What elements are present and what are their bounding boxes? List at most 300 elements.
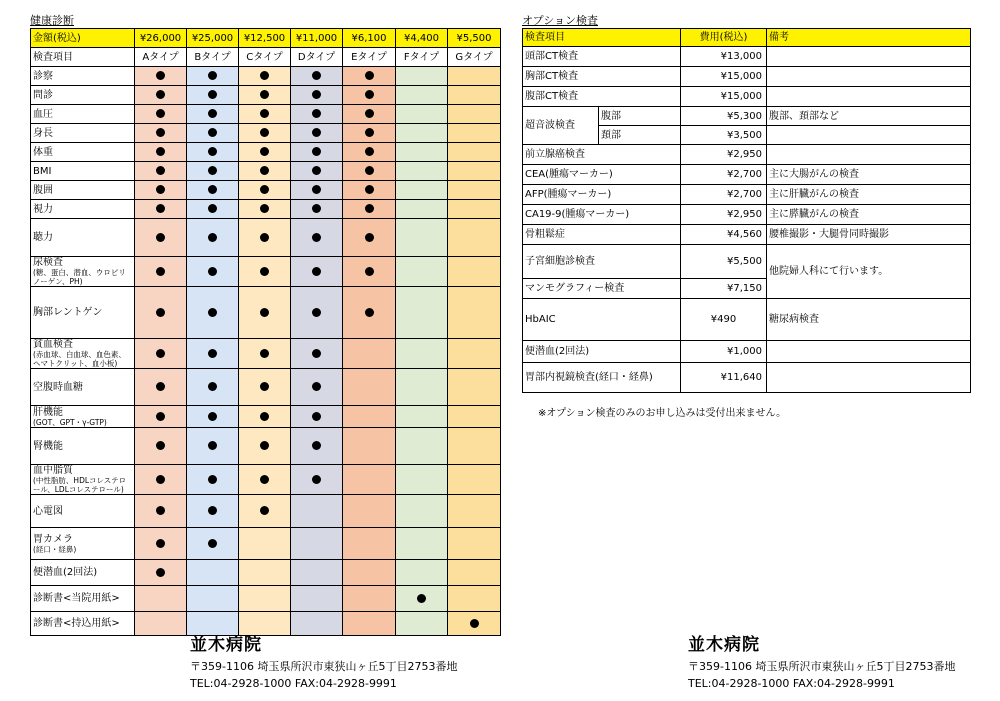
type-cell: [448, 124, 501, 143]
type-price: ¥5,500: [448, 29, 501, 48]
included-dot-icon: [312, 147, 321, 156]
included-dot-icon: [312, 475, 321, 484]
checkup-row: [31, 465, 501, 495]
type-cell: [291, 162, 343, 181]
included-dot-icon: [312, 204, 321, 213]
type-cell: [343, 428, 396, 465]
type-cell: [448, 257, 501, 287]
option-price: ¥5,300: [681, 107, 767, 126]
type-cell: [343, 105, 396, 124]
checkup-row: [31, 105, 501, 124]
type-price: ¥26,000: [135, 29, 187, 48]
included-dot-icon: [208, 147, 217, 156]
type-cell: [343, 528, 396, 560]
type-cell: [239, 143, 291, 162]
checkup-item-label: 肝機能: [33, 406, 63, 418]
option-note: 主に大腸がんの検査: [767, 165, 971, 185]
checkup-item-label: 診察: [33, 70, 53, 82]
type-cell: [239, 369, 291, 406]
checkup-row: [31, 67, 501, 86]
type-cell: [396, 143, 448, 162]
option-price: ¥490: [681, 299, 767, 341]
type-cell: [135, 287, 187, 339]
type-cell: [187, 369, 239, 406]
type-cell: [343, 369, 396, 406]
type-cell: [291, 181, 343, 200]
type-cell: [396, 465, 448, 495]
hospital-contact: TEL:04-2928-1000 FAX:04-2928-9991: [688, 677, 895, 690]
type-cell: [187, 143, 239, 162]
included-dot-icon: [156, 308, 165, 317]
price-label: 金額(税込): [31, 29, 135, 48]
included-dot-icon: [365, 128, 374, 137]
included-dot-icon: [156, 568, 165, 577]
type-price: ¥25,000: [187, 29, 239, 48]
footer-right: [688, 630, 955, 690]
type-cell: [135, 586, 187, 612]
options-row: [523, 225, 971, 245]
option-item: 胸部CT検査: [523, 67, 681, 87]
included-dot-icon: [260, 71, 269, 80]
type-cell: [135, 428, 187, 465]
checkup-item-label: 身長: [33, 127, 53, 139]
type-cell: [343, 465, 396, 495]
type-cell: [448, 105, 501, 124]
checkup-item-label: 問診: [33, 89, 53, 101]
type-cell: [343, 200, 396, 219]
type-cell: [343, 124, 396, 143]
checkup-item-cell: [31, 560, 135, 586]
included-dot-icon: [312, 109, 321, 118]
type-cell: [135, 105, 187, 124]
type-cell: [239, 287, 291, 339]
hospital-name: 並木病院: [688, 635, 760, 655]
included-dot-icon: [156, 441, 165, 450]
type-price: ¥12,500: [239, 29, 291, 48]
checkup-item-label: 診断書<持込用紙>: [33, 618, 120, 629]
type-cell: [291, 287, 343, 339]
type-cell: [239, 406, 291, 428]
type-cell: [396, 105, 448, 124]
options-row: [523, 341, 971, 363]
type-cell: [291, 143, 343, 162]
included-dot-icon: [312, 412, 321, 421]
included-dot-icon: [156, 475, 165, 484]
type-cell: [135, 162, 187, 181]
checkup-item-cell: [31, 219, 135, 257]
type-cell: [239, 86, 291, 105]
options-row: [523, 165, 971, 185]
checkup-item-cell: [31, 586, 135, 612]
options-header-row: [523, 29, 971, 47]
type-cell: [135, 495, 187, 528]
type-cell: [239, 67, 291, 86]
type-cell: [448, 586, 501, 612]
type-cell: [396, 406, 448, 428]
type-cell: [396, 528, 448, 560]
included-dot-icon: [365, 147, 374, 156]
included-dot-icon: [312, 349, 321, 358]
type-name: Eタイプ: [343, 48, 396, 67]
price-row: [31, 29, 501, 48]
type-cell: [343, 560, 396, 586]
included-dot-icon: [156, 90, 165, 99]
type-cell: [239, 124, 291, 143]
type-cell: [135, 528, 187, 560]
type-cell: [291, 257, 343, 287]
type-cell: [291, 105, 343, 124]
type-cell: [135, 369, 187, 406]
option-item: HbAIC: [523, 299, 681, 341]
included-dot-icon: [208, 204, 217, 213]
included-dot-icon: [208, 349, 217, 358]
included-dot-icon: [156, 147, 165, 156]
checkup-item-label: 視力: [33, 203, 53, 215]
option-item: 腹部CT検査: [523, 87, 681, 107]
type-header-row: [31, 48, 501, 67]
option-price: ¥3,500: [681, 126, 767, 145]
type-cell: [187, 105, 239, 124]
type-cell: [396, 369, 448, 406]
included-dot-icon: [312, 308, 321, 317]
included-dot-icon: [156, 185, 165, 194]
options-header-note: 備考: [767, 29, 971, 47]
option-note: 腰椎撮影・大腿骨同時撮影: [767, 225, 971, 245]
type-cell: [396, 495, 448, 528]
checkup-row: [31, 428, 501, 465]
type-cell: [448, 560, 501, 586]
included-dot-icon: [365, 90, 374, 99]
type-cell: [448, 406, 501, 428]
checkup-item-cell: [31, 200, 135, 219]
checkup-item-cell: [31, 143, 135, 162]
type-cell: [448, 200, 501, 219]
type-cell: [291, 560, 343, 586]
option-price: ¥2,700: [681, 185, 767, 205]
type-cell: [239, 257, 291, 287]
type-cell: [187, 162, 239, 181]
checkup-row: [31, 200, 501, 219]
options-footnote: ※オプション検査のみのお申し込みは受付出来ません。: [538, 408, 787, 419]
checkup-item-label: 血中脂質: [33, 465, 73, 476]
type-cell: [343, 586, 396, 612]
type-cell: [135, 406, 187, 428]
type-cell: [396, 181, 448, 200]
option-item: 前立腺癌検査: [523, 145, 681, 165]
type-cell: [239, 181, 291, 200]
included-dot-icon: [365, 204, 374, 213]
included-dot-icon: [312, 441, 321, 450]
included-dot-icon: [208, 90, 217, 99]
type-cell: [187, 200, 239, 219]
hospital-name: 並木病院: [190, 635, 262, 655]
included-dot-icon: [156, 71, 165, 80]
included-dot-icon: [156, 233, 165, 242]
checkup-item-cell: [31, 369, 135, 406]
option-item: マンモグラフィー検査: [523, 279, 681, 299]
type-cell: [343, 287, 396, 339]
checkup-row: [31, 143, 501, 162]
checkup-item-cell: [31, 124, 135, 143]
type-cell: [187, 465, 239, 495]
included-dot-icon: [312, 185, 321, 194]
checkup-item-cell: [31, 105, 135, 124]
type-cell: [239, 586, 291, 612]
option-price: ¥15,000: [681, 67, 767, 87]
included-dot-icon: [156, 382, 165, 391]
included-dot-icon: [260, 147, 269, 156]
type-cell: [239, 428, 291, 465]
type-name: Dタイプ: [291, 48, 343, 67]
checkup-row: [31, 406, 501, 428]
included-dot-icon: [312, 90, 321, 99]
included-dot-icon: [156, 349, 165, 358]
included-dot-icon: [312, 166, 321, 175]
checkup-item-cell: [31, 528, 135, 560]
included-dot-icon: [208, 166, 217, 175]
option-item: 子宮細胞診検査: [523, 245, 681, 279]
included-dot-icon: [208, 71, 217, 80]
checkup-row: [31, 560, 501, 586]
checkup-item-label: 胃カメラ: [33, 533, 73, 545]
included-dot-icon: [417, 594, 426, 603]
checkup-row: [31, 181, 501, 200]
option-item: AFP(腫瘍マーカー): [523, 185, 681, 205]
type-cell: [135, 219, 187, 257]
type-cell: [239, 200, 291, 219]
type-cell: [135, 560, 187, 586]
type-cell: [343, 67, 396, 86]
included-dot-icon: [312, 128, 321, 137]
type-cell: [291, 528, 343, 560]
included-dot-icon: [260, 475, 269, 484]
checkup-item-detail: (中性脂肪、HDLコレステロール、LDLコレステロール): [33, 476, 127, 494]
options-row: [523, 145, 971, 165]
option-price: ¥2,950: [681, 205, 767, 225]
type-cell: [396, 124, 448, 143]
checkup-item-cell: [31, 287, 135, 339]
type-cell: [396, 287, 448, 339]
option-note: 他院婦人科にて行います。: [767, 245, 971, 299]
type-cell: [135, 339, 187, 369]
item-label: 検査項目: [31, 48, 135, 67]
type-cell: [291, 369, 343, 406]
option-note: 主に膵臓がんの検査: [767, 205, 971, 225]
type-cell: [135, 124, 187, 143]
type-cell: [291, 219, 343, 257]
checkup-item-cell: [31, 86, 135, 105]
type-cell: [396, 257, 448, 287]
option-price: ¥2,700: [681, 165, 767, 185]
checkup-item-cell: [31, 181, 135, 200]
type-cell: [291, 495, 343, 528]
type-cell: [448, 86, 501, 105]
type-price: ¥11,000: [291, 29, 343, 48]
type-name: Bタイプ: [187, 48, 239, 67]
type-cell: [135, 200, 187, 219]
checkup-item-label: 胸部レントゲン: [33, 307, 103, 318]
included-dot-icon: [260, 349, 269, 358]
option-item: 骨粗鬆症: [523, 225, 681, 245]
included-dot-icon: [260, 90, 269, 99]
included-dot-icon: [260, 412, 269, 421]
type-cell: [448, 528, 501, 560]
type-cell: [239, 528, 291, 560]
included-dot-icon: [470, 619, 479, 628]
included-dot-icon: [260, 308, 269, 317]
checkup-item-cell: [31, 495, 135, 528]
checkup-item-cell: [31, 465, 135, 495]
type-cell: [239, 339, 291, 369]
included-dot-icon: [208, 308, 217, 317]
type-cell: [187, 406, 239, 428]
type-cell: [396, 560, 448, 586]
type-cell: [291, 200, 343, 219]
type-cell: [239, 495, 291, 528]
included-dot-icon: [365, 267, 374, 276]
checkup-item-label: 心電図: [33, 505, 63, 517]
included-dot-icon: [260, 506, 269, 515]
options-row: [523, 245, 971, 279]
included-dot-icon: [365, 233, 374, 242]
options-header-item: 検査項目: [523, 29, 681, 47]
option-note: 主に肝臓がんの検査: [767, 185, 971, 205]
type-cell: [448, 428, 501, 465]
type-cell: [448, 143, 501, 162]
type-cell: [135, 143, 187, 162]
option-note: [767, 363, 971, 393]
checkup-row: [31, 124, 501, 143]
type-name: Gタイプ: [448, 48, 501, 67]
checkup-item-detail: (GOT、GPT・γ-GTP): [33, 417, 107, 427]
checkup-row: [31, 257, 501, 287]
checkup-item-label: 空腹時血糖: [33, 381, 83, 393]
included-dot-icon: [156, 109, 165, 118]
type-cell: [448, 465, 501, 495]
checkup-item-label: 貧血検査: [33, 339, 73, 350]
included-dot-icon: [365, 166, 374, 175]
option-note: [767, 47, 971, 67]
type-cell: [135, 181, 187, 200]
checkup-item-label: 便潜血(2回法): [33, 567, 98, 578]
type-cell: [187, 86, 239, 105]
type-cell: [187, 586, 239, 612]
type-cell: [343, 162, 396, 181]
included-dot-icon: [260, 382, 269, 391]
included-dot-icon: [208, 109, 217, 118]
checkup-item-cell: [31, 67, 135, 86]
checkup-row: [31, 287, 501, 339]
type-name: Aタイプ: [135, 48, 187, 67]
hospital-address: 〒359-1106 埼玉県所沢市東狭山ヶ丘5丁目2753番地: [190, 660, 458, 673]
checkup-item-detail: (赤血球、白血球、血色素、ヘマトクリット、血小板): [33, 350, 126, 368]
included-dot-icon: [156, 166, 165, 175]
checkup-row: [31, 219, 501, 257]
type-cell: [448, 495, 501, 528]
type-cell: [187, 339, 239, 369]
option-price: ¥1,000: [681, 341, 767, 363]
type-cell: [448, 287, 501, 339]
included-dot-icon: [208, 412, 217, 421]
included-dot-icon: [260, 128, 269, 137]
option-note: [767, 145, 971, 165]
type-cell: [396, 219, 448, 257]
checkup-row: [31, 339, 501, 369]
type-cell: [187, 428, 239, 465]
included-dot-icon: [208, 382, 217, 391]
option-item: CEA(腫瘍マーカー): [523, 165, 681, 185]
type-name: Cタイプ: [239, 48, 291, 67]
options-header-price: 費用(税込): [681, 29, 767, 47]
included-dot-icon: [260, 204, 269, 213]
type-cell: [187, 181, 239, 200]
type-cell: [343, 495, 396, 528]
checkup-item-label: BMI: [33, 165, 52, 177]
type-cell: [396, 67, 448, 86]
included-dot-icon: [156, 412, 165, 421]
option-note: [767, 126, 971, 145]
type-cell: [135, 612, 187, 636]
options-row: [523, 363, 971, 393]
included-dot-icon: [260, 233, 269, 242]
checkup-row: [31, 586, 501, 612]
type-cell: [239, 105, 291, 124]
included-dot-icon: [312, 267, 321, 276]
health-checkup-table: [30, 28, 501, 636]
included-dot-icon: [208, 441, 217, 450]
option-note: [767, 341, 971, 363]
included-dot-icon: [156, 506, 165, 515]
option-note: [767, 87, 971, 107]
included-dot-icon: [312, 233, 321, 242]
included-dot-icon: [156, 539, 165, 548]
option-price: ¥11,640: [681, 363, 767, 393]
option-price: ¥7,150: [681, 279, 767, 299]
type-cell: [291, 465, 343, 495]
type-cell: [187, 219, 239, 257]
type-cell: [135, 465, 187, 495]
included-dot-icon: [312, 382, 321, 391]
health-checkup-title: 健康診断: [30, 14, 74, 27]
checkup-item-label: 腎機能: [33, 440, 63, 452]
checkup-item-cell: [31, 339, 135, 369]
type-cell: [448, 339, 501, 369]
options-row: [523, 205, 971, 225]
included-dot-icon: [365, 308, 374, 317]
type-cell: [448, 181, 501, 200]
checkup-row: [31, 528, 501, 560]
type-cell: [135, 257, 187, 287]
checkup-item-cell: [31, 406, 135, 428]
type-cell: [239, 219, 291, 257]
included-dot-icon: [208, 185, 217, 194]
type-cell: [396, 86, 448, 105]
type-cell: [343, 86, 396, 105]
options-row: [523, 299, 971, 341]
included-dot-icon: [312, 71, 321, 80]
included-dot-icon: [260, 185, 269, 194]
option-item: 胃部内視鏡検査(経口・経鼻): [523, 363, 681, 393]
checkup-item-cell: [31, 612, 135, 636]
option-note: [767, 67, 971, 87]
type-cell: [187, 495, 239, 528]
type-cell: [396, 200, 448, 219]
type-cell: [291, 406, 343, 428]
type-cell: [396, 339, 448, 369]
included-dot-icon: [208, 233, 217, 242]
type-cell: [135, 86, 187, 105]
options-row: [523, 47, 971, 67]
